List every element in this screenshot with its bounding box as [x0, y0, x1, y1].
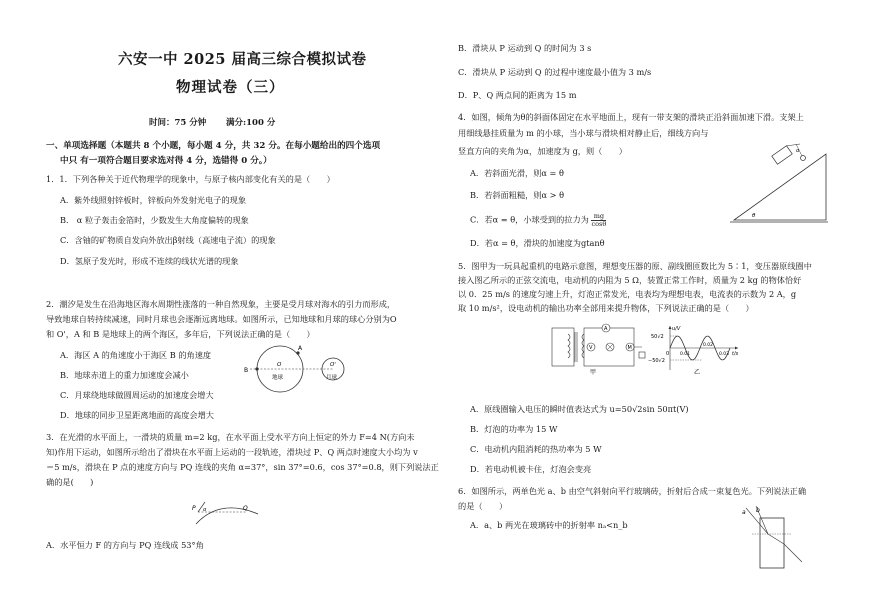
q3-option-b: B．滑块从 P 运动到 Q 的时间为 3 s: [458, 43, 592, 53]
exam-title: 六安一中 2025 届高三综合模拟试卷: [118, 51, 367, 68]
q1-option-b: B． α 粒子轰击金箔时，少数发生大角度偏转的现象: [60, 215, 249, 225]
q5-option-d: D．若电动机被卡住，灯泡会变亮: [470, 464, 592, 474]
section-heading-line1: 一、单项选择题（本题共 8 个小题，每小题 4 分，共 32 分。在每小题给出的四个选项: [46, 141, 381, 151]
q4-option-c-fraction: [591, 213, 606, 228]
sine-wave-figure: [650, 322, 740, 374]
ammeter-label: A: [604, 326, 608, 332]
exit-ray: [784, 544, 802, 562]
label-alpha: α: [796, 148, 800, 154]
exam-subtitle: 物理试卷（三）: [176, 79, 285, 96]
tick-003: 0.03: [719, 352, 730, 357]
origin-label: 0: [666, 351, 670, 357]
fraction-denominator: cosθ: [591, 220, 607, 228]
q1-stem: 1．1．下列各种关于近代物理学的现象中，与原子核内部变化有关的是（ ）: [46, 174, 335, 184]
q4-stem-line1: 4．如图，倾角为θ的斜面体固定在水平地面上，现有一带支架的滑块正沿斜面加速下滑。支架上: [458, 112, 804, 122]
primary-coil: [568, 334, 570, 358]
q5-stem-line2: 接入图乙所示的正弦交流电，电动机的内阻为 5 Ω，装置正常工作时，质量为 2 kg 的物体恰好: [458, 275, 802, 285]
q6-stem-line1: 6．如图所示，两单色光 a、b 由空气斜射向平行玻璃砖，折射后合成一束复色光。下列说法正确: [458, 486, 807, 496]
primary-loop: [552, 328, 574, 366]
exam-score: 满分:100 分: [226, 118, 276, 128]
label-b: b: [756, 507, 760, 514]
q4-option-a: A．若斜面光滑，则α = θ: [470, 168, 564, 178]
fraction-numerator: mg: [591, 213, 606, 221]
support-frame: [786, 144, 800, 146]
q4-option-c: [470, 213, 606, 228]
q1-option-c: C．含铀的矿物质自发向外放出β射线（高速电子流）的现象: [60, 235, 276, 245]
q4-option-b: B．若斜面粗糙，则α > θ: [470, 190, 565, 200]
label-theta: θ: [752, 213, 756, 219]
hanging-ball: [801, 156, 806, 161]
slider-block: [772, 146, 792, 165]
q5-stem-line1: 5．图甲为一玩具起重机的电路示意图，理想变压器的原、副线圈匝数比为 5∶1，变压器原线圈中: [458, 261, 812, 271]
q6-stem-line2: 的是（ ）: [458, 501, 508, 511]
refracted-ray: [768, 534, 784, 544]
q4-stem-line2: 用细线悬挂质量为 m 的小球，当小球与滑块相对静止后，细线方向与: [458, 128, 709, 138]
earth-moon-figure: [244, 344, 360, 394]
load-block: [639, 352, 645, 358]
motor-label: M: [627, 345, 632, 351]
q1-option-a: A．紫外线照射锌板时，锌板向外发射光电子的现象: [60, 195, 247, 205]
voltmeter-label: V: [589, 345, 593, 351]
label-o: O: [277, 362, 282, 368]
tick-002: 0.02: [703, 343, 714, 348]
glass-block-figure: [742, 504, 806, 576]
exam-time: 时间：75 分钟: [149, 118, 207, 128]
q5-option-c: C．电动机内阻消耗的热功率为 5 W: [470, 444, 602, 454]
peak-label: 50√2: [651, 334, 664, 340]
q2-stem-line2: 导致地球自转持续减速，同时月球也会逐渐远离地球。如图所示，已知地球和月球的球心分别为O: [46, 314, 397, 324]
q5-stem-line4: 取 10 m/s²，设电动机的输出功率全部用来提升物体，下列说法正确的是（ ）: [458, 303, 754, 313]
q3-stem-line3: ＝5 m/s，滑块在 P 点的速度方向与 PQ 连线的夹角 α=37°，sin 37°=0.6，cos 37°=0.8，则下列说法正: [46, 462, 439, 472]
label-q: Q: [243, 505, 248, 512]
q3-stem-line2: 知)作用下运动，如图所示给出了滑块在水平面上运动的一段轨迹，滑块过 P、Q 两点时速度大小均为 v: [46, 447, 418, 457]
label-earth: 地球: [272, 375, 284, 381]
t-axis-arrow: [735, 347, 738, 350]
label-a: A: [298, 345, 303, 352]
q3-stem-line1: 3．在光滑的水平面上，一滑块的质量 m=2 kg，在水平面上受水平方向上恒定的外力 F=4 N(方向未: [46, 432, 415, 442]
trajectory-figure: [190, 500, 265, 530]
q2-option-d: D．地球的同步卫星距离地面的高度会增大: [60, 410, 214, 420]
glass-block: [760, 518, 784, 568]
q3-option-a: A．水平恒力 F 的方向与 PQ 连线成 53°角: [46, 540, 204, 550]
q6-option-a: A．a、b 两光在玻璃砖中的折射率 nₐ<n_b: [470, 520, 628, 530]
circuit-figure: [546, 322, 650, 374]
incline-body: [734, 154, 826, 220]
q3-option-d: D．P、Q 两点间的距离为 15 m: [458, 90, 577, 100]
point-b-dot: [255, 367, 258, 370]
q3-option-c: C．滑块从 P 运动到 Q 的过程中速度最小值为 3 m/s: [458, 67, 652, 77]
section-heading-line2: 中只 有一项符合题目要求选对得 4 分，选错得 0 分。）: [60, 156, 272, 166]
q2-option-c: C．月球绕地球做圆周运动的加速度会增大: [60, 390, 214, 400]
q4-option-d: D．若α = θ，滑块的加速度为gtanθ: [470, 238, 605, 248]
trough-label: −50√2: [648, 358, 665, 364]
q2-stem-line1: 2．潮汐是发生在沿海地区海水周期性涨落的一种自然现象，主要是受月球对海水的引力而形成，: [46, 299, 396, 309]
q1-option-d: D．氢原子发光时，形成不连续的线状光谱的现象: [60, 256, 239, 266]
q5-stem-line3: 以 0．25 m/s 的速度匀速上升，灯泡正常发光，电表均为理想电表，电流表的示数为 2 A，g: [458, 289, 797, 299]
q2-stem-line3: 和 O'，A 和 B 是地球上的两个海区，多年后，下列说法正确的是（ ）: [46, 329, 315, 339]
label-moon: 月球: [326, 375, 338, 381]
u-axis-label: u/V: [672, 326, 681, 332]
label-b: B: [244, 367, 249, 374]
label-alpha: α: [203, 507, 207, 513]
q2-option-b: B．地球赤道上的重力加速度会减小: [60, 370, 189, 380]
label-jia: 甲: [590, 369, 597, 376]
q5-option-b: B．灯泡的功率为 15 W: [470, 424, 558, 434]
label-o-prime: O': [330, 362, 336, 368]
q3-stem-line4: 确的是( ): [46, 477, 94, 487]
label-a: a: [742, 509, 746, 516]
t-axis-label: t/s: [732, 351, 739, 357]
label-yi: 乙: [694, 369, 701, 376]
q4-option-c-text: C．若α = θ，小球受到的拉力为: [470, 214, 589, 225]
label-p: P: [192, 505, 196, 512]
q2-option-a: A．海区 A 的角速度小于海区 B 的角速度: [60, 350, 212, 360]
q4-stem-line3: 竖直方向的夹角为α，加速度为 g，则（ ）: [458, 146, 627, 156]
incline-figure: [728, 142, 830, 224]
tick-001: 0.01: [680, 352, 691, 357]
q5-option-a: A．原线圈输入电压的瞬时值表达式为 u=50√2sin 50πt(V): [470, 404, 689, 414]
